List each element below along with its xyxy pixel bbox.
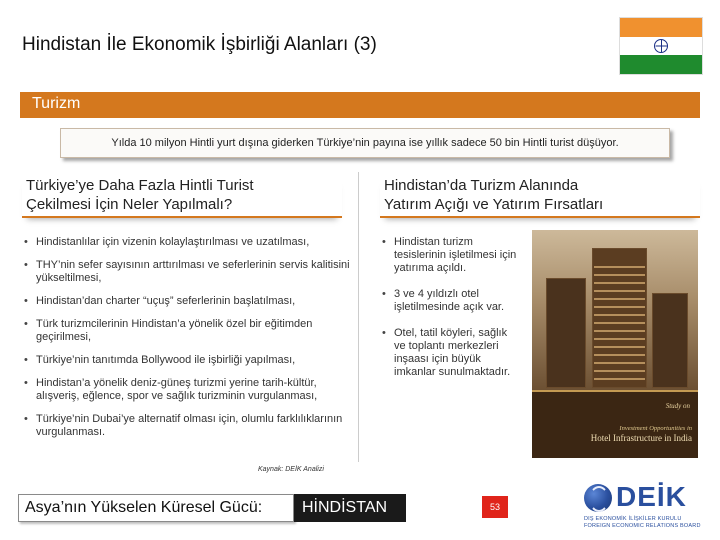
right-section-heading [380, 176, 700, 218]
list-item: • Hindistanlılar için vizenin kolaylaştırılması ve uzatılması, [22, 236, 352, 249]
footer-slogan: Asya’nın Yükselen Küresel Gücü: [18, 494, 294, 522]
left-heading-line2: Çekilmesi İçin Neler Yapılmalı? [26, 196, 233, 213]
topic-label: Turizm [32, 95, 81, 112]
page-title: Hindistan İle Ekonomik İşbirliği Alanları (3) [22, 34, 377, 55]
topic-bar [20, 92, 700, 118]
left-bullet-list [22, 236, 352, 449]
column-divider [358, 172, 359, 462]
info-box [60, 128, 670, 158]
list-item: • 3 ve 4 yıldızlı otel işletilmesinde açık var. [380, 288, 520, 314]
cover-study-label: Study on [665, 402, 690, 410]
logo-subtitle-tr: DIŞ EKONOMİK İLİŞKİLER KURULU [584, 516, 682, 522]
cover-title [542, 425, 692, 444]
logo-subtitle-en: FOREIGN ECONOMIC RELATIONS BOARD [584, 523, 701, 529]
list-item: • Hindistan’dan charter “uçuş” seferlerinin başlatılması, [22, 295, 352, 308]
report-cover-image [532, 230, 698, 458]
list-item: • THY’nin sefer sayısının arttırılması ve seferlerinin servis kalitisini yükseltilmesi, [22, 259, 352, 285]
deik-logo [582, 482, 700, 532]
footer-country: HİNDİSTAN [294, 494, 406, 522]
cover-subtitle: Investment Opportunities in [619, 425, 692, 432]
info-text: Yılda 10 milyon Hintli yurt dışına giderken Türkiye’nin payına ise yıllık sadece 50 bin Hintli turist düşüyor. [111, 137, 619, 149]
right-heading-line1: Hindistan’da Turizm Alanında [384, 177, 579, 194]
left-heading-line1: Türkiye’ye Daha Fazla Hintli Turist [26, 177, 254, 194]
left-section-heading [22, 176, 342, 218]
list-item: • Hindistan’a yönelik deniz-güneş turizmi yerine tarih-kültür, alışveriş, eğlence, spor ve sağlık turizminin vurgulanması, [22, 377, 352, 403]
india-flag-icon [620, 18, 702, 74]
list-item: • Türkiye’nin tanıtımda Bollywood ile işbirliği yapılması, [22, 354, 352, 367]
page-number-badge: 53 [482, 496, 508, 518]
right-bullet-list [380, 236, 520, 392]
list-item: • Hindistan turizm tesislerinin işletilmesi için yatırıma açıldı. [380, 236, 520, 275]
globe-icon [584, 484, 612, 512]
cover-main-title: Hotel Infrastructure in India [590, 433, 692, 443]
list-item: • Otel, tatil köyleri, sağlık ve toplantı merkezleri inşaası için büyük imkanlar sunulmaktadır. [380, 327, 520, 379]
right-heading-line2: Yatırım Açığı ve Yatırım Fırsatları [384, 196, 604, 213]
source-note: Kaynak: DEİK Analizi [258, 466, 324, 473]
logo-subtitle [584, 516, 702, 530]
list-item: • Türk turizmcilerinin Hindistan’a yönelik özel bir eğitimden geçirilmesi, [22, 318, 352, 344]
list-item: • Türkiye’nin Dubai’ye alternatif olması için, olumlu farklılıklarının vurgulanması. [22, 413, 352, 439]
logo-word: DEİK [616, 481, 687, 512]
